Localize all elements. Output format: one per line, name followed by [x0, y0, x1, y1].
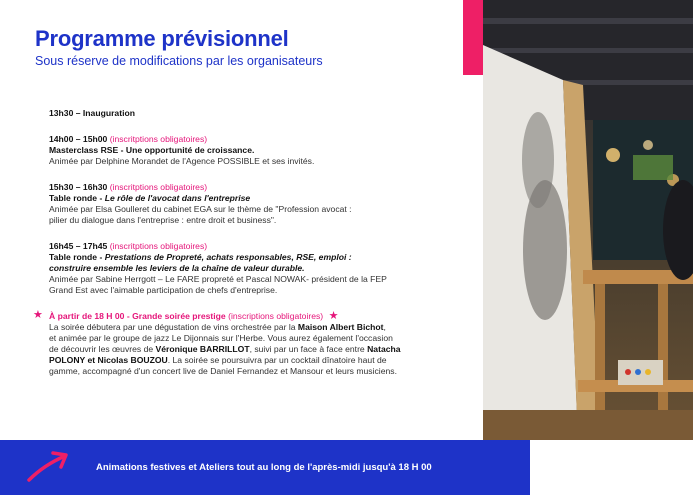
soiree-highlight: POLONY et Nicolas BOUZOU [49, 355, 168, 365]
registration-tag: (inscritptions obligatoires) [109, 182, 208, 192]
event-photo [483, 0, 693, 440]
item-time: 16h45 – 17h45 [49, 241, 108, 251]
item-title-prefix: Table ronde - [49, 193, 105, 203]
item-description-line2: Grand Est avec l'aimable participation de chefs d'entreprise. [49, 285, 278, 295]
item-description-line1: Animée par Elsa Goulleret du cabinet EGA sur le thème de "Profession avocat : [49, 204, 352, 214]
arrow-icon [25, 448, 73, 484]
program-item-soiree [33, 309, 469, 377]
item-title-prefix: Table ronde - [49, 252, 105, 262]
program-item-masterclass [49, 134, 469, 167]
program-content [33, 108, 469, 392]
soiree-text: , [383, 322, 386, 332]
decorative-pink-tab [463, 0, 485, 75]
item-title: Masterclass RSE - Une opportunité de croissance. [49, 145, 255, 155]
page-subtitle: Sous réserve de modifications par les organisateurs [35, 54, 323, 68]
soiree-highlight: Véronique BARRILLOT [155, 344, 250, 354]
registration-tag: (inscritptions obligatoires) [109, 134, 208, 144]
inauguration-line: 13h30 – Inauguration [49, 108, 135, 118]
item-title-topic: Prestations de Propreté, achats responsables, RSE, emploi : [104, 252, 352, 262]
soiree-text: gamme, accompagné d'un concert live de Daniel Fernandez et Mansour et leurs musiciens. [49, 366, 397, 376]
item-description: Animée par Delphine Morandet de l'Agence POSSIBLE et ses invités. [49, 156, 315, 166]
program-item-proprete [49, 241, 469, 296]
soiree-text: de découvrir les œuvres de [49, 344, 156, 354]
registration-tag: (inscritptions obligatoires) [109, 241, 208, 251]
page-title: Programme prévisionnel [35, 26, 289, 51]
soiree-title: À partir de 18 H 00 - Grande soirée prestige [49, 311, 226, 321]
photo-illustration [483, 0, 693, 440]
item-time: 14h00 – 15h00 [49, 134, 108, 144]
registration-tag: (inscriptions obligatoires) [228, 311, 324, 321]
soiree-text: , suivi par un face à face entre [249, 344, 368, 354]
star-icon: ★ [328, 310, 339, 322]
soiree-text: La soirée débutera par une dégustation de vins orchestrée par la [49, 322, 298, 332]
footer-text: Animations festives et Ateliers tout au long de l'après-midi jusqu'à 18 H 00 [96, 462, 432, 473]
item-time: 15h30 – 16h30 [49, 182, 108, 192]
item-title-topic: Le rôle de l'avocat dans l'entreprise [104, 193, 251, 203]
item-description-line1: Animée par Sabine Herrgott – Le FARE propreté et Pascal NOWAK- président de la FEP [49, 274, 387, 284]
inauguration-block [49, 108, 469, 119]
soiree-highlight: Maison Albert Bichot [297, 322, 384, 332]
item-description-line2: pilier du dialogue dans l'entreprise : entre droit et business". [49, 215, 277, 225]
item-title-topic-line2: construire ensemble les leviers de la chaîne de valeur durable. [49, 263, 305, 273]
soiree-highlight: Natacha [367, 344, 401, 354]
program-item-avocat [49, 182, 469, 226]
soiree-text: . La soirée se poursuivra par un cocktail dînatoire haut de [167, 355, 387, 365]
star-icon: ★ [33, 309, 43, 321]
soiree-text: et animée par le groupe de jazz Le Dijonnais sur l'Herbe. Vous aurez également l'occasion [49, 333, 393, 343]
